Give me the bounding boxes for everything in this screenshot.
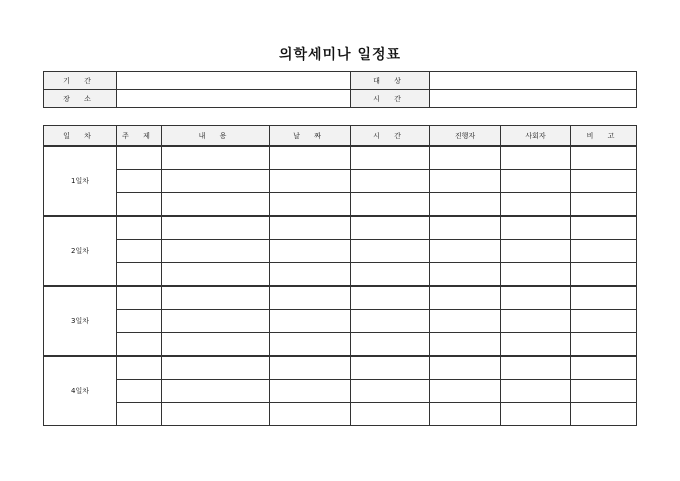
presenter-cell[interactable] [430, 263, 501, 287]
topic-cell[interactable] [117, 170, 162, 193]
date-cell[interactable] [270, 193, 351, 217]
date-cell[interactable] [270, 240, 351, 263]
place-value-cell[interactable] [117, 90, 351, 108]
info-table [43, 71, 637, 108]
table-row [44, 170, 637, 193]
col-header-moderator: 사회자 [501, 126, 571, 147]
content-cell[interactable] [162, 146, 270, 170]
target-value-cell[interactable] [430, 72, 637, 90]
period-value-cell[interactable] [117, 72, 351, 90]
note-cell[interactable] [571, 356, 637, 380]
date-cell[interactable] [270, 170, 351, 193]
col-header-presenter: 진행자 [430, 126, 501, 147]
time-cell[interactable] [351, 333, 430, 357]
table-row [44, 286, 637, 310]
date-cell[interactable] [270, 356, 351, 380]
moderator-cell[interactable] [501, 216, 571, 240]
col-header-date: 날 짜 [270, 126, 351, 147]
col-header-time: 시 간 [351, 126, 430, 147]
date-cell[interactable] [270, 403, 351, 426]
presenter-cell[interactable] [430, 146, 501, 170]
date-cell[interactable] [270, 333, 351, 357]
content-cell[interactable] [162, 380, 270, 403]
presenter-cell[interactable] [430, 170, 501, 193]
day-label: 1일차 [44, 146, 117, 216]
date-cell[interactable] [270, 310, 351, 333]
day-label: 2일차 [44, 216, 117, 286]
time-cell[interactable] [351, 216, 430, 240]
time-cell[interactable] [351, 263, 430, 287]
content-cell[interactable] [162, 333, 270, 357]
info-row [44, 72, 637, 90]
table-row [44, 216, 637, 240]
date-cell[interactable] [270, 286, 351, 310]
topic-cell[interactable] [117, 193, 162, 217]
topic-cell[interactable] [117, 403, 162, 426]
topic-cell[interactable] [117, 286, 162, 310]
content-cell[interactable] [162, 310, 270, 333]
time-label: 시 간 [351, 90, 430, 108]
content-cell[interactable] [162, 170, 270, 193]
info-row [44, 90, 637, 108]
note-cell[interactable] [571, 286, 637, 310]
presenter-cell[interactable] [430, 403, 501, 426]
time-cell[interactable] [351, 240, 430, 263]
presenter-cell[interactable] [430, 193, 501, 217]
table-row [44, 310, 637, 333]
topic-cell[interactable] [117, 380, 162, 403]
topic-cell[interactable] [117, 146, 162, 170]
table-row [44, 193, 637, 217]
content-cell[interactable] [162, 286, 270, 310]
period-label: 기 간 [44, 72, 117, 90]
topic-cell[interactable] [117, 333, 162, 357]
note-cell[interactable] [571, 216, 637, 240]
time-cell[interactable] [351, 356, 430, 380]
note-cell[interactable] [571, 146, 637, 170]
moderator-cell[interactable] [501, 193, 571, 217]
time-value-cell[interactable] [430, 90, 637, 108]
time-cell[interactable] [351, 380, 430, 403]
target-label: 대 상 [351, 72, 430, 90]
schedule-table [43, 125, 637, 426]
col-header-day: 일 차 [44, 126, 117, 147]
header-row [44, 126, 637, 147]
time-cell[interactable] [351, 146, 430, 170]
time-cell[interactable] [351, 403, 430, 426]
topic-cell[interactable] [117, 240, 162, 263]
topic-cell[interactable] [117, 356, 162, 380]
moderator-cell[interactable] [501, 356, 571, 380]
presenter-cell[interactable] [430, 333, 501, 357]
note-cell[interactable] [571, 310, 637, 333]
note-cell[interactable] [571, 380, 637, 403]
moderator-cell[interactable] [501, 333, 571, 357]
moderator-cell[interactable] [501, 380, 571, 403]
moderator-cell[interactable] [501, 403, 571, 426]
table-row [44, 380, 637, 403]
date-cell[interactable] [270, 380, 351, 403]
content-cell[interactable] [162, 193, 270, 217]
note-cell[interactable] [571, 240, 637, 263]
time-cell[interactable] [351, 170, 430, 193]
time-cell[interactable] [351, 310, 430, 333]
presenter-cell[interactable] [430, 310, 501, 333]
content-cell[interactable] [162, 356, 270, 380]
col-header-topic: 주 제 [117, 126, 162, 147]
content-cell[interactable] [162, 240, 270, 263]
moderator-cell[interactable] [501, 286, 571, 310]
note-cell[interactable] [571, 403, 637, 426]
table-row [44, 263, 637, 287]
note-cell[interactable] [571, 263, 637, 287]
note-cell[interactable] [571, 170, 637, 193]
page-title: 의학세미나 일정표 [278, 47, 402, 63]
day-label: 3일차 [44, 286, 117, 356]
place-label: 장 소 [44, 90, 117, 108]
content-cell[interactable] [162, 263, 270, 287]
presenter-cell[interactable] [430, 216, 501, 240]
presenter-cell[interactable] [430, 286, 501, 310]
day-label: 4일차 [44, 356, 117, 426]
table-row [44, 240, 637, 263]
topic-cell[interactable] [117, 216, 162, 240]
date-cell[interactable] [270, 216, 351, 240]
table-row [44, 356, 637, 380]
content-cell[interactable] [162, 403, 270, 426]
time-cell[interactable] [351, 193, 430, 217]
table-row [44, 333, 637, 357]
table-row [44, 146, 637, 170]
moderator-cell[interactable] [501, 146, 571, 170]
date-cell[interactable] [270, 263, 351, 287]
moderator-cell[interactable] [501, 240, 571, 263]
presenter-cell[interactable] [430, 240, 501, 263]
table-row [44, 403, 637, 426]
schedule-body [44, 146, 637, 426]
presenter-cell[interactable] [430, 380, 501, 403]
presenter-cell[interactable] [430, 356, 501, 380]
content-cell[interactable] [162, 216, 270, 240]
topic-cell[interactable] [117, 310, 162, 333]
moderator-cell[interactable] [501, 263, 571, 287]
col-header-content: 내 용 [162, 126, 270, 147]
topic-cell[interactable] [117, 263, 162, 287]
moderator-cell[interactable] [501, 310, 571, 333]
time-cell[interactable] [351, 286, 430, 310]
moderator-cell[interactable] [501, 170, 571, 193]
note-cell[interactable] [571, 333, 637, 357]
col-header-note: 비 고 [571, 126, 637, 147]
note-cell[interactable] [571, 193, 637, 217]
date-cell[interactable] [270, 146, 351, 170]
